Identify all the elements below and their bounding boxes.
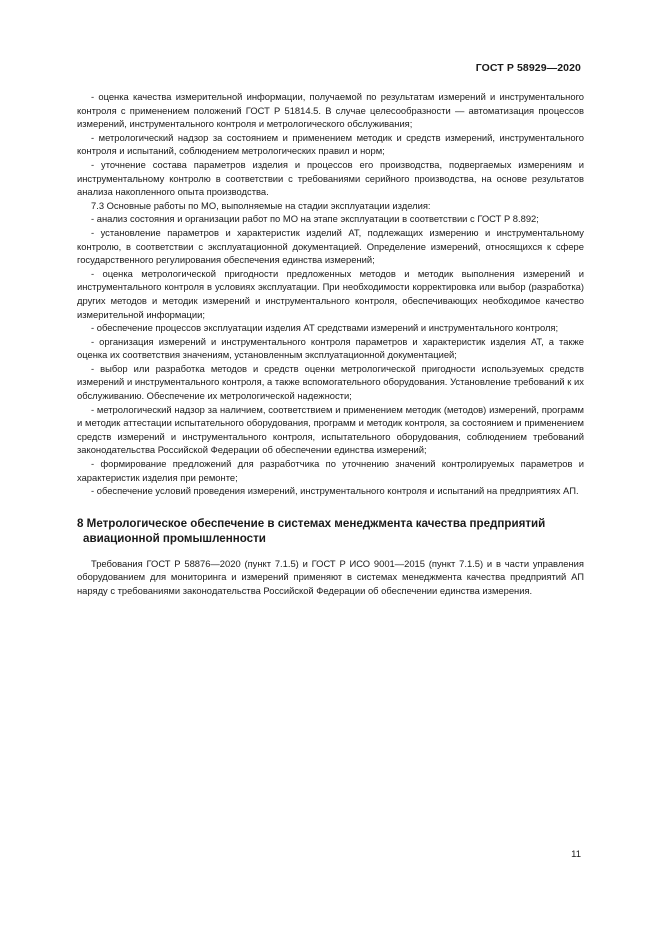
paragraph: 7.3 Основные работы по МО, выполняемые на стадии эксплуатации изделия: [91,199,431,211]
paragraph: Требования ГОСТ Р 58876—2020 (пункт 7.1.5) и ГОСТ Р ИСО 9001—2015 (пункт 7.1.5) и в части управления оборудованием для мониторинга и измерений применяют в системах менеджмента качества предприятий АП наряду с требованиями законодательства Российской Федерации об обеспечении единства измерения. [77,557,584,596]
paragraph: - обеспечение условий проведения измерений, инструментального контроля и испытаний на предприятиях АП. [91,485,579,497]
paragraph: - формирование предложений для разработчика по уточнению значений контролируемых параметров и характеристик изделия при ремонте; [77,458,584,483]
page-content [77,90,584,598]
section-title: 8 Метрологическое обеспечение в системах менеджмента качества предприятий авиационной промышленности [77,516,546,545]
paragraph: - метрологический надзор за наличием, соответствием и применением методик (методов) измерений, программ и методик аттестации испытательного оборудования, программ и методик контроля, за состоянием и применением средств измерений и инструментального контроля, испытательного оборудования, соблюдением требований законодательства Российской Федерации об обеспечении единства измерений; [77,403,584,456]
page-number: 11 [571,849,581,860]
paragraph: - обеспечение процессов эксплуатации изделия АТ средствами измерений и инструментального контроля; [91,322,559,334]
paragraph: - оценка качества измерительной информации, получаемой по результатам измерений и инструментального контроля с применением положений ГОСТ Р 51814.5. В случае целесообразности — автоматизация процессов измерений, инструментального контроля и метрологического обслуживания; [77,91,584,130]
paragraph: - выбор или разработка методов и средств оценки метрологической пригодности используемых средств измерений и инструментального контроля, а также вспомогательного оборудования. Установление требований к их обслуживанию. Обеспечение их метрологической надежности; [77,362,584,402]
paragraph: - организация измерений и инструментального контроля параметров и характеристик изделия АТ, а также оценка их соответствия значениям, установленным эксплуатационной документацией; [77,335,584,361]
paragraph: - анализ состояния и организации работ по МО на этапе эксплуатации в соответствии с ГОСТ Р 8.892; [91,213,539,225]
paragraph: - оценка метрологической пригодности предложенных методов и методик выполнения измерений и инструментального контроля в условиях эксплуатации. При необходимости корректировка или выбор (разработка) других методов и методик измерений и инструментального контроля, обеспечивающих необходимое качество измерительной информации; [77,267,584,320]
paragraph: - метрологический надзор за состоянием и применением методик и средств измерений, инструментального контроля и испытаний, соблюдением метрологических правил и норм; [77,131,584,157]
paragraph: - установление параметров и характеристик изделий АТ, подлежащих измерению и инструментальному контролю, в соответствии с эксплуатационной документацией. Определение измерений, относящихся к сфере государственного регулирования обеспечения единства измерений; [77,226,584,266]
paragraph: - уточнение состава параметров изделия и процессов его производства, подвергаемых измерениям и инструментальному контролю в соответствии с требованиями серийного производства, на основе результатов анализа накопленного опыта производства. [77,158,584,198]
document-header: ГОСТ Р 58929—2020 [475,62,581,74]
